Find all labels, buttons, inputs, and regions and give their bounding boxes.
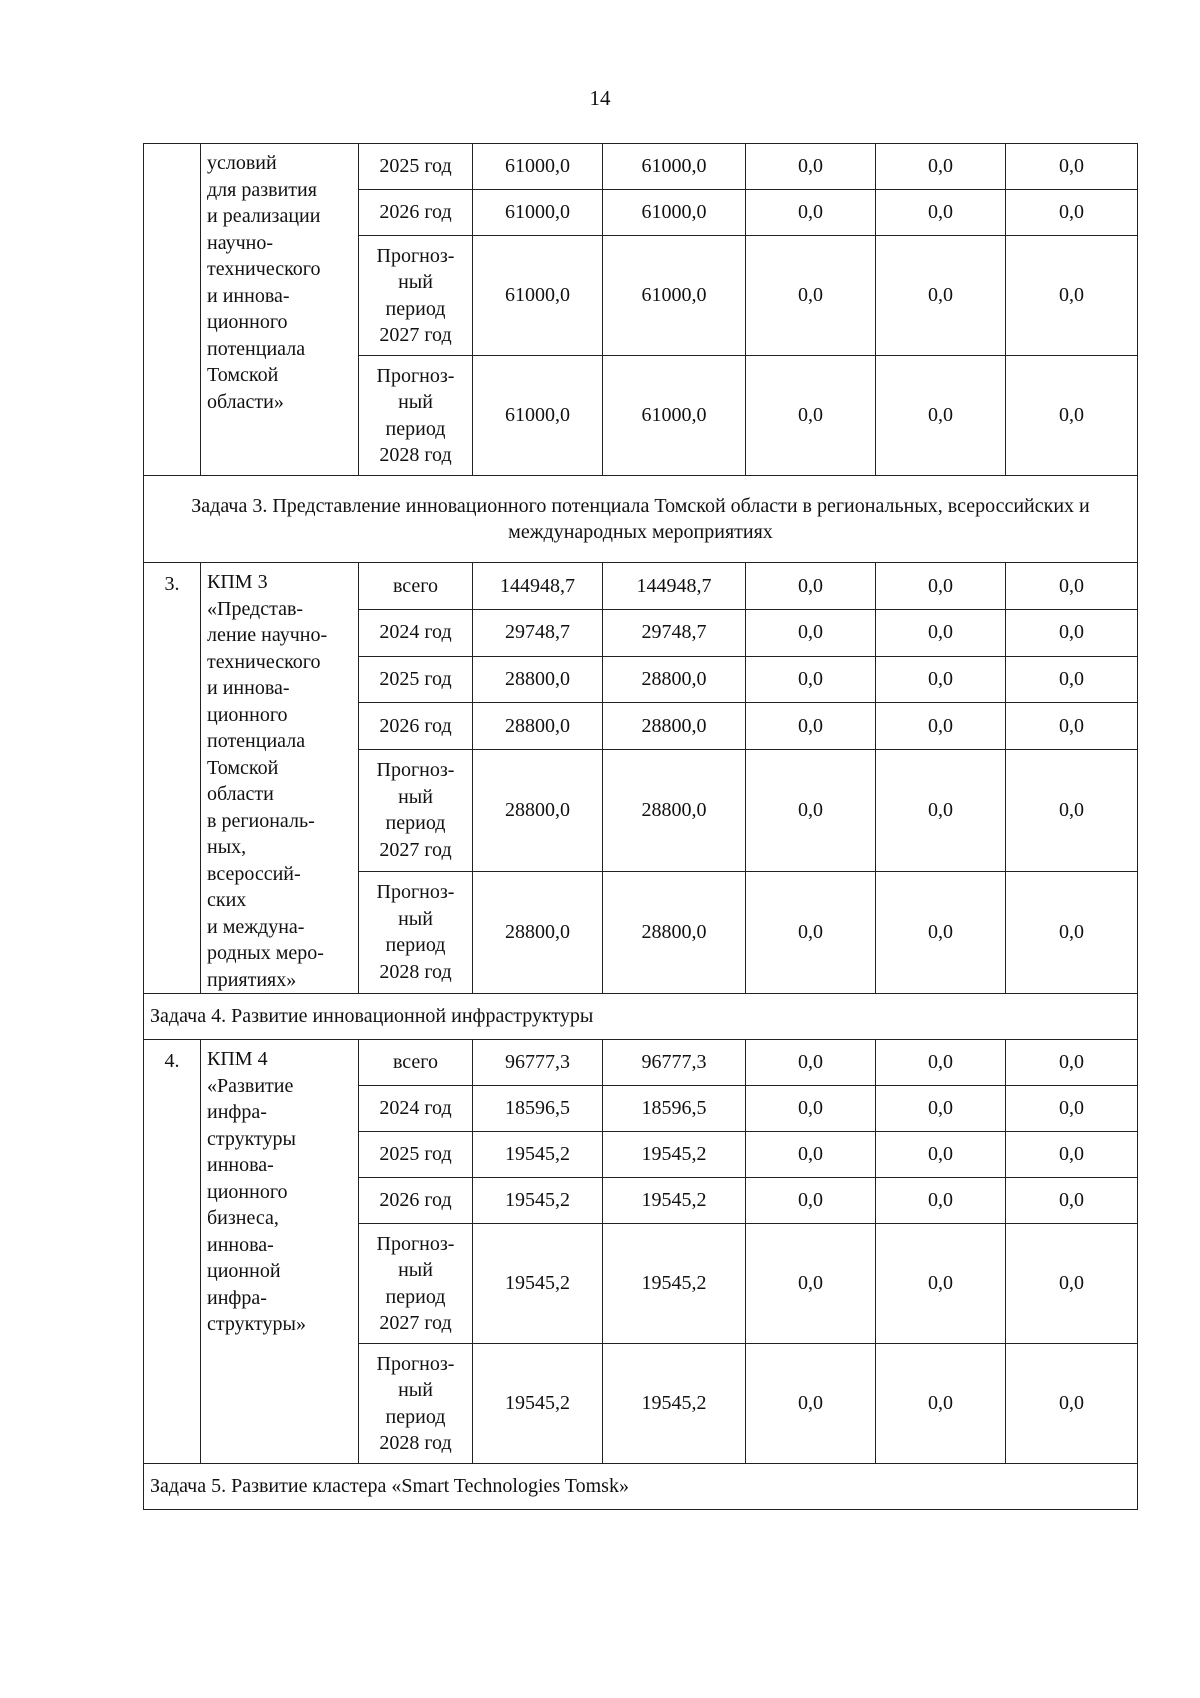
program-name-line: инфра- [207, 1286, 267, 1309]
period-line: период [385, 1405, 446, 1428]
value-cell: 19545,2 [473, 1224, 603, 1344]
program-name-line: КПМ 4 [207, 1048, 268, 1070]
value-cell: 61000,0 [473, 356, 603, 476]
program-name-line: ционной [207, 1260, 281, 1282]
program-name-line: ционного [207, 311, 288, 333]
value-cell: 19545,2 [473, 1344, 603, 1464]
period-line: период [385, 297, 446, 320]
task-heading: Задача 4. Развитие инновационной инфраструктуры [144, 994, 1138, 1040]
value-cell: 0,0 [1006, 1344, 1138, 1464]
program-name-line: ских [207, 889, 247, 911]
value-cell: 0,0 [746, 563, 876, 610]
page-number: 14 [589, 86, 611, 110]
value-cell: 61000,0 [603, 356, 746, 476]
program-name-line: области» [207, 390, 284, 413]
period-line: 2028 год [379, 1432, 452, 1454]
value-cell: 0,0 [1006, 871, 1138, 993]
value-cell: 0,0 [746, 356, 876, 476]
program-name-line: условий [207, 152, 277, 174]
value-cell: 0,0 [746, 1132, 876, 1178]
period-line: 2027 год [379, 1312, 452, 1334]
task-row [144, 1464, 1138, 1510]
value-cell: 29748,7 [603, 609, 746, 656]
value-cell: 19545,2 [473, 1132, 603, 1178]
period-line: ный [398, 785, 433, 808]
value-cell: 0,0 [876, 1344, 1006, 1464]
program-name-line: и междуна- [207, 915, 305, 938]
value-cell: 0,0 [876, 1132, 1006, 1178]
program-name-line: бизнеса, [207, 1207, 279, 1229]
program-name-line: и иннова- [207, 677, 290, 699]
period-cell [359, 190, 473, 236]
period-cell [359, 236, 473, 356]
value-cell: 61000,0 [473, 190, 603, 236]
program-name-line: Томской [207, 364, 279, 386]
value-cell: 0,0 [1006, 144, 1138, 190]
table-row [144, 563, 1138, 610]
period-line: 2027 год [379, 838, 452, 861]
program-name-line: иннова- [207, 1233, 274, 1256]
table-row [144, 144, 1138, 190]
program-name-line: в региональ- [207, 809, 315, 832]
period-line: Прогноз- [376, 881, 455, 904]
program-name [201, 1040, 359, 1464]
period-line: ный [398, 1259, 433, 1281]
value-cell: 0,0 [1006, 1040, 1138, 1086]
period-cell [359, 1178, 473, 1224]
period-cell [359, 563, 473, 610]
period-line: Прогноз- [376, 244, 455, 267]
value-cell: 28800,0 [603, 871, 746, 993]
item-number: 4. [144, 1040, 201, 1464]
value-cell: 0,0 [1006, 1178, 1138, 1224]
value-cell: 19545,2 [603, 1178, 746, 1224]
period-cell [359, 144, 473, 190]
period-cell [359, 1040, 473, 1086]
value-cell: 0,0 [746, 1224, 876, 1344]
value-cell: 28800,0 [473, 750, 603, 872]
value-cell: 0,0 [746, 656, 876, 703]
program-name-line: приятиях» [207, 968, 297, 991]
program-name-line: технического [207, 258, 321, 280]
value-cell: 28800,0 [603, 703, 746, 750]
value-cell: 0,0 [1006, 190, 1138, 236]
period-line: период [385, 812, 446, 835]
task-row [144, 476, 1138, 563]
value-cell: 0,0 [746, 1178, 876, 1224]
value-cell: 0,0 [1006, 750, 1138, 872]
period-cell [359, 750, 473, 872]
period-cell [359, 1224, 473, 1344]
program-name-line: всероссий- [207, 862, 301, 885]
period-cell [359, 1132, 473, 1178]
value-cell: 0,0 [1006, 703, 1138, 750]
value-cell: 29748,7 [473, 609, 603, 656]
value-cell: 0,0 [876, 656, 1006, 703]
value-cell: 144948,7 [473, 563, 603, 610]
period-line: 2025 год [379, 155, 452, 178]
value-cell: 0,0 [746, 871, 876, 993]
period-cell [359, 356, 473, 476]
period-line: всего [392, 574, 439, 597]
item-number [144, 144, 201, 476]
period-line: период [385, 934, 446, 957]
value-cell: 18596,5 [603, 1086, 746, 1132]
value-cell: 19545,2 [603, 1132, 746, 1178]
value-cell: 61000,0 [473, 236, 603, 356]
period-cell [359, 871, 473, 993]
program-name-line: научно- [207, 231, 273, 254]
period-line: Прогноз- [376, 1352, 455, 1375]
value-cell: 61000,0 [473, 144, 603, 190]
period-line: 2024 год [379, 621, 452, 644]
value-cell: 0,0 [1006, 656, 1138, 703]
value-cell: 19545,2 [603, 1224, 746, 1344]
value-cell: 0,0 [1006, 356, 1138, 476]
program-name-line: потенциала [207, 337, 306, 360]
period-line: 2026 год [379, 201, 452, 224]
period-cell [359, 703, 473, 750]
program-name-line: потенциала [207, 730, 306, 752]
period-cell [359, 656, 473, 703]
period-line: ный [398, 391, 433, 413]
task-row [144, 994, 1138, 1040]
value-cell: 0,0 [876, 1086, 1006, 1132]
program-name-line: и иннова- [207, 284, 290, 307]
value-cell: 0,0 [876, 563, 1006, 610]
program-name-line: области [207, 783, 274, 805]
value-cell: 0,0 [746, 1086, 876, 1132]
value-cell: 0,0 [876, 1178, 1006, 1224]
period-line: Прогноз- [376, 1232, 455, 1255]
value-cell: 0,0 [876, 190, 1006, 236]
period-line: 2026 год [379, 714, 452, 737]
value-cell: 96777,3 [603, 1040, 746, 1086]
program-name-line: Томской [207, 756, 279, 779]
value-cell: 0,0 [876, 1040, 1006, 1086]
value-cell: 28800,0 [603, 750, 746, 872]
program-name-line: КПМ 3 [207, 571, 268, 593]
period-line: 2024 год [379, 1097, 452, 1120]
period-line: период [385, 1285, 446, 1308]
period-line: ный [398, 1379, 433, 1401]
period-line: 2026 год [379, 1189, 452, 1212]
period-line: 2028 год [379, 444, 452, 466]
period-line: ный [398, 907, 433, 930]
value-cell: 0,0 [876, 750, 1006, 872]
task-heading: Задача 3. Представление инновационного потенциала Томской области в региональных, всероссийских и международных мероприятиях [144, 476, 1138, 563]
value-cell: 0,0 [746, 190, 876, 236]
value-cell: 18596,5 [473, 1086, 603, 1132]
value-cell: 19545,2 [603, 1344, 746, 1464]
value-cell: 144948,7 [603, 563, 746, 610]
value-cell: 0,0 [876, 609, 1006, 656]
value-cell: 0,0 [1006, 1224, 1138, 1344]
program-name-line: инфра- [207, 1101, 267, 1123]
period-line: 2025 год [379, 1143, 452, 1166]
value-cell: 28800,0 [473, 871, 603, 993]
value-cell: 0,0 [746, 750, 876, 872]
value-cell: 61000,0 [603, 144, 746, 190]
value-cell: 0,0 [876, 236, 1006, 356]
period-line: период [385, 417, 446, 440]
program-name [201, 563, 359, 994]
value-cell: 0,0 [876, 356, 1006, 476]
value-cell: 0,0 [876, 703, 1006, 750]
program-name-line: ных, [207, 836, 247, 858]
program-name-line: «Развитие [207, 1074, 294, 1097]
program-name-line: ление научно- [207, 624, 328, 646]
item-number: 3. [144, 563, 201, 994]
period-cell [359, 1086, 473, 1132]
value-cell: 28800,0 [473, 703, 603, 750]
value-cell: 0,0 [1006, 563, 1138, 610]
value-cell: 0,0 [746, 1040, 876, 1086]
value-cell: 0,0 [746, 236, 876, 356]
program-name-line: технического [207, 650, 321, 673]
program-name-line: иннова- [207, 1154, 274, 1176]
program-name-line: для развития [207, 178, 317, 201]
value-cell: 0,0 [746, 703, 876, 750]
period-line: Прогноз- [376, 364, 455, 387]
period-line: 2027 год [379, 324, 452, 346]
period-line: 2028 год [379, 960, 452, 983]
period-line: 2025 год [379, 668, 452, 691]
program-name-line: ционного [207, 1180, 288, 1203]
value-cell: 19545,2 [473, 1178, 603, 1224]
program-name [201, 144, 359, 476]
value-cell: 28800,0 [603, 656, 746, 703]
program-name-line: и реализации [207, 205, 321, 227]
period-cell [359, 1344, 473, 1464]
value-cell: 0,0 [1006, 609, 1138, 656]
program-name-line: «Представ- [207, 597, 304, 620]
table-row [144, 1040, 1138, 1086]
period-line: Прогноз- [376, 759, 455, 782]
period-line: всего [392, 1051, 439, 1074]
period-cell [359, 609, 473, 656]
value-cell: 61000,0 [603, 236, 746, 356]
value-cell: 0,0 [746, 144, 876, 190]
value-cell: 61000,0 [603, 190, 746, 236]
value-cell: 0,0 [1006, 1132, 1138, 1178]
task-heading: Задача 5. Развитие кластера «Smart Technologies Tomsk» [144, 1464, 1138, 1510]
program-name-line: структуры [207, 1127, 296, 1150]
value-cell: 0,0 [746, 609, 876, 656]
value-cell: 28800,0 [473, 656, 603, 703]
program-name-line: структуры» [207, 1313, 306, 1335]
value-cell: 96777,3 [473, 1040, 603, 1086]
value-cell: 0,0 [1006, 1086, 1138, 1132]
value-cell: 0,0 [876, 871, 1006, 993]
period-line: ный [398, 271, 433, 293]
budget-table [143, 143, 1138, 1510]
value-cell: 0,0 [746, 1344, 876, 1464]
program-name-line: родных меро- [207, 942, 324, 964]
value-cell: 0,0 [876, 1224, 1006, 1344]
value-cell: 0,0 [876, 144, 1006, 190]
program-name-line: ционного [207, 703, 288, 726]
value-cell: 0,0 [1006, 236, 1138, 356]
